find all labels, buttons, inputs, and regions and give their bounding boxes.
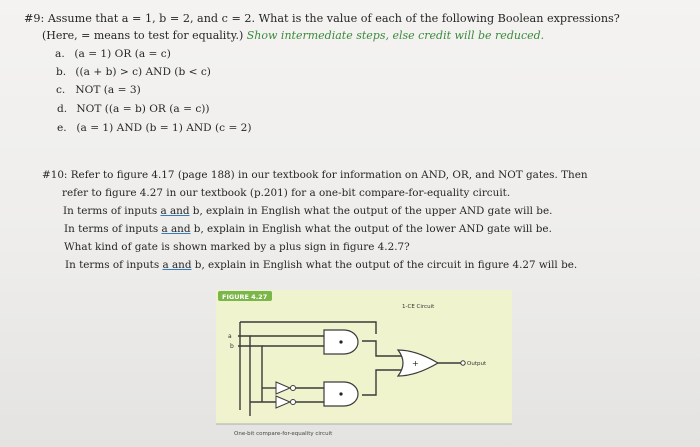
q9-item-label: c. — [56, 84, 66, 96]
q9-item-expr: (a = 1) AND (b = 1) AND (c = 2) — [76, 122, 252, 134]
q9-item-expr: NOT (a = 3) — [75, 84, 141, 96]
q10-line-5: What kind of gate is shown marked by a plus sign in figure 4.2.7? — [64, 241, 410, 253]
q10-line-4-pre: In terms of inputs — [64, 223, 162, 235]
q10-line-4 — [64, 223, 552, 236]
q9-item-c — [56, 84, 141, 97]
q9-header: #9: Assume that a = 1, b = 2, and c = 2. What is the value of each of the following Boolean expressions? — [24, 12, 620, 25]
or-gate-symbol: + — [412, 359, 419, 368]
q10-line-6-post: b, explain in English what the output of the circuit in figure 4.27 will be. — [191, 259, 578, 271]
circuit-title: 1-CE Circuit — [402, 304, 435, 310]
q10-line-3-pre: In terms of inputs — [63, 205, 161, 217]
q9-item-a — [55, 48, 171, 61]
inverter-a-bubble — [291, 400, 296, 405]
q9-item-expr: (a = 1) OR (a = c) — [74, 48, 171, 60]
q10-line-4-post: b, explain in English what the output of the lower AND gate will be. — [190, 223, 552, 235]
figure-panel — [216, 290, 512, 424]
q10-line-3 — [63, 205, 552, 218]
output-label: Output — [467, 361, 487, 367]
q10-line-3-post: b, explain in English what the output of the upper AND gate will be. — [189, 205, 553, 217]
q9-item-expr: ((a + b) > c) AND (b < c) — [75, 66, 211, 78]
q9-item-b — [56, 66, 211, 79]
q9-note-text: (Here, = means to test for equality.) — [42, 29, 244, 42]
inverter-b-bubble — [291, 386, 296, 391]
figure-caption: One-bit compare-for-equality circuit — [234, 431, 333, 437]
figure-badge-label: FIGURE 4.27 — [222, 293, 268, 301]
upper-and-dot — [339, 340, 342, 343]
q9-item-label: d. — [57, 103, 68, 115]
q9-item-label: a. — [55, 48, 65, 60]
input-a-label: a — [228, 333, 232, 340]
q9-item-d — [57, 103, 210, 116]
lower-and-dot — [339, 392, 342, 395]
output-node — [461, 361, 465, 365]
q10-line-3-underlined: a and — [160, 205, 190, 217]
q9-item-label: b. — [56, 66, 67, 78]
figure-4-27 — [216, 290, 512, 440]
q9-item-e — [57, 122, 252, 135]
q10-line-2: refer to figure 4.27 in our textbook (p.201) for a one-bit compare-for-equality circuit. — [62, 187, 511, 199]
q9-item-label: e. — [57, 122, 67, 134]
q10-line-1: #10: Refer to figure 4.17 (page 188) in our textbook for information on AND, OR, and NOT gates. Then — [42, 169, 588, 181]
input-b-label: b — [230, 343, 234, 350]
q9-item-expr: NOT ((a = b) OR (a = c)) — [76, 103, 210, 115]
q9-note — [42, 29, 544, 42]
q10-line-6-underlined: a and — [162, 259, 192, 271]
q10-line-6 — [65, 259, 577, 272]
q10-line-4-underlined: a and — [161, 223, 191, 235]
q9-note-hint: Show intermediate steps, else credit will be reduced. — [246, 29, 545, 42]
q10-line-6-pre: In terms of inputs — [65, 259, 163, 271]
